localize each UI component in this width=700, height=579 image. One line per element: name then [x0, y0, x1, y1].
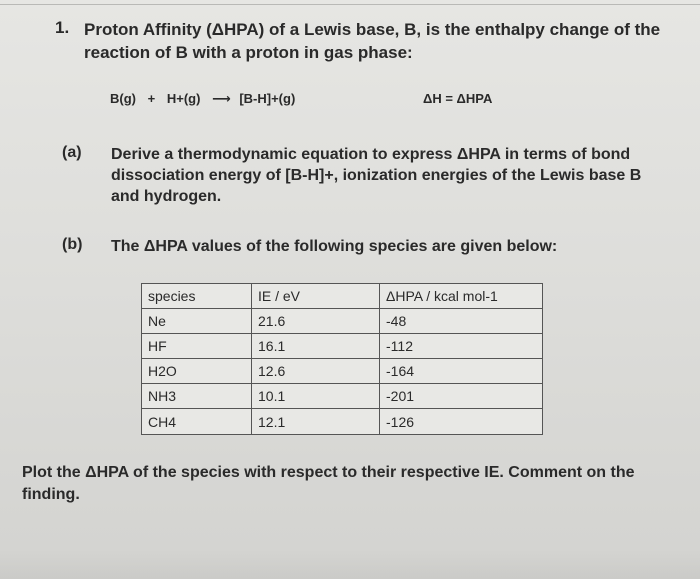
part-b-label: (b): [62, 236, 83, 253]
product: [B-H]+(g): [239, 91, 296, 106]
table-cell: 12.6: [252, 359, 380, 384]
table-cell: -112: [380, 334, 542, 359]
question-text: Proton Affinity (ΔHPA) of a Lewis base, B, is the enthalpy change of the reaction of B with a proton in gas phase:: [84, 20, 661, 62]
arrow-icon: ⟶: [212, 91, 230, 106]
reactant-base: B(g): [110, 91, 136, 106]
table-cell: HF: [142, 334, 252, 359]
table-cell: 16.1: [252, 334, 380, 359]
table-cell: H2O: [142, 359, 252, 384]
table-cell: 10.1: [252, 384, 380, 409]
data-table: [141, 283, 543, 435]
plus-sign: +: [147, 91, 156, 106]
table-cell: -164: [380, 359, 542, 384]
part-a-label: (a): [62, 144, 82, 161]
table-cell: NH3: [142, 384, 252, 409]
shadow-band: [0, 549, 700, 579]
table-cell: 12.1: [252, 409, 380, 434]
table-cell: -126: [386, 413, 415, 430]
table-cell: CH4: [142, 409, 252, 434]
table-cell: -48: [380, 309, 542, 334]
part-b-text: The ΔHPA values of the following species are given below:: [111, 238, 558, 255]
table-cell: Ne: [142, 309, 252, 334]
reactant-proton: H+(g): [166, 91, 201, 106]
question-number: 1.: [55, 18, 70, 37]
instruction-text: Plot the ΔHPA of the species with respect to their respective IE. Comment on the finding.: [22, 464, 635, 503]
table-header-cell: species: [142, 284, 252, 309]
reaction-equation: [110, 91, 493, 107]
table-header-cell: IE / eV: [252, 284, 380, 309]
table-cell: 21.6: [252, 309, 380, 334]
part-a-text: Derive a thermodynamic equation to express ΔHPA in terms of bond dissociation energy of [B-H]+, ionization energies of the Lewis base B and hydrogen.: [111, 146, 642, 205]
divider: [0, 4, 700, 5]
table-cell: -201: [380, 384, 542, 409]
delta-h-definition: ΔH = ΔHPA: [423, 91, 493, 106]
table-header-cell: ΔHPA / kcal mol-1: [380, 284, 542, 309]
